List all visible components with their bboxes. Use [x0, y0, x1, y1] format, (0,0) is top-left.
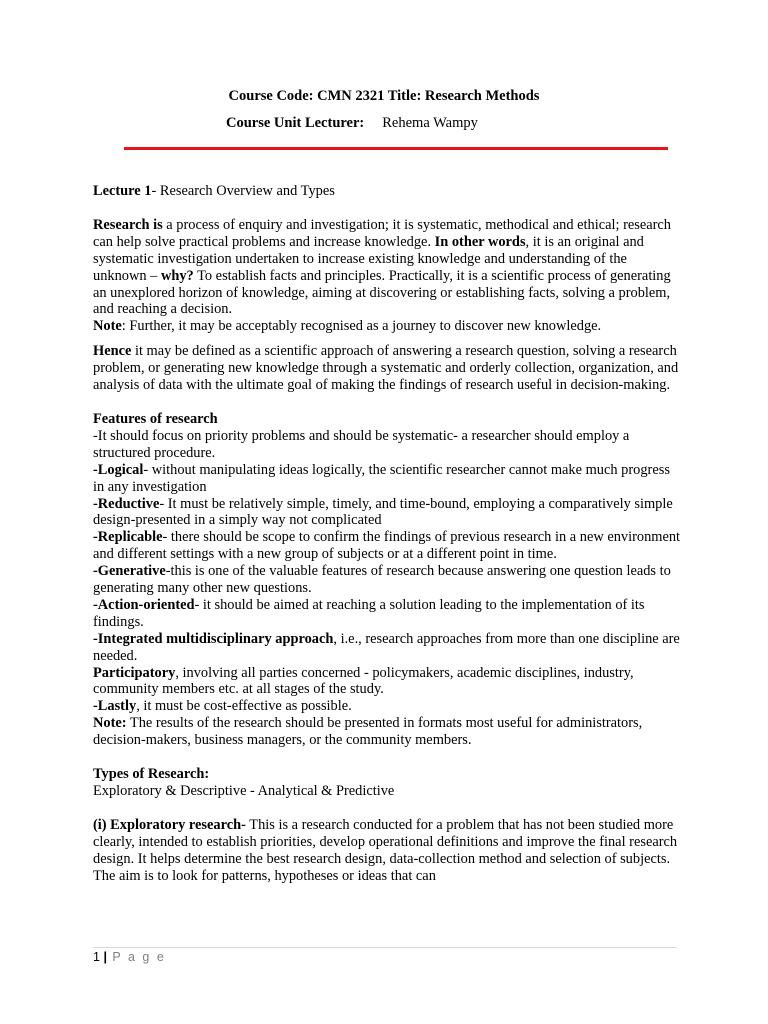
term-research-is: Research is — [93, 216, 163, 233]
feature-reductive — [93, 496, 683, 530]
feature-action-oriented — [93, 597, 683, 631]
feature-text: - without manipulating ideas logically, the scientific researcher cannot make much progress in any investigation — [93, 461, 670, 495]
feature-label: -Replicable — [93, 529, 163, 546]
feature-label: -Lastly — [93, 698, 137, 715]
feature-text: - there should be scope to confirm the findings of previous research in a new environment and different settings with a new group of subjects or at a different point in time. — [93, 529, 681, 563]
feature-text: - it should be aimed at reaching a solution leading to the implementation of its findings. — [93, 596, 645, 630]
feature-label: Participatory — [93, 664, 176, 681]
note-text: : Further, it may be acceptably recognised as a journey to discover new knowledge. — [121, 318, 602, 335]
definition-text-a: a process of enquiry and investigation; it is systematic, methodical and ethical; research can help solve practical problems and increase knowledge. — [93, 216, 671, 250]
page-label: P a g e — [112, 950, 166, 964]
definition-text-b: , it is an original and systematic investigation undertaken to increase existing knowledge and understanding of the unknown – — [93, 233, 644, 284]
note-text: The results of the research should be presented in formats most useful for administrators, decision-makers, business managers, or the community members. — [93, 715, 643, 749]
exploratory-text: This is a research conducted for a problem that has not been studied more clearly, intended to establish priorities, develop operational definitions and improve the final research design. It helps determine the best research design, data-collection method and selection of subjects. The aim is to look for patterns, hypotheses or ideas that can — [93, 816, 678, 884]
feature-label: -Integrated multidisciplinary approach — [93, 630, 334, 647]
hence-label: Hence — [93, 343, 132, 360]
types-heading-text: Types of Research: — [93, 766, 210, 783]
exploratory-label: (i) Exploratory research- — [93, 816, 246, 833]
feature-priority: -It should focus on priority problems and should be systematic- a researcher should employ a structured procedure. — [93, 427, 630, 461]
document-body — [93, 183, 683, 885]
intro-note — [93, 318, 683, 335]
feature-replicable — [93, 529, 683, 563]
note-label: Note: — [93, 715, 127, 732]
features-note — [93, 715, 683, 749]
feature-integrated — [93, 631, 683, 665]
lecture-heading — [93, 183, 683, 200]
course-code-title: Course Code: CMN 2321 Title: Research Methods — [228, 88, 540, 104]
lecturer-name: Rehema Wampy — [382, 115, 478, 131]
features-heading — [93, 411, 683, 428]
feature-text: , i.e., research approaches from more than one discipline are needed. — [93, 630, 680, 664]
page-footer — [93, 947, 677, 964]
research-definition-paragraph — [93, 217, 683, 318]
feature-text: -this is one of the valuable features of research because answering one question leads to generating many other new questions. — [93, 563, 671, 597]
term-why: why? — [160, 267, 194, 284]
header-divider — [124, 147, 668, 150]
feature-label: -Reductive — [93, 495, 160, 512]
feature-label: -Logical — [93, 461, 144, 478]
feature-lastly — [93, 698, 683, 715]
feature-text: , it must be cost-effective as possible. — [136, 698, 352, 715]
feature-text: - It must be relatively simple, timely, and time-bound, employing a comparatively simple design-presented in a simply way not complicated — [93, 495, 673, 529]
feature-generative — [93, 563, 683, 597]
hence-paragraph — [93, 343, 683, 394]
exploratory-research-paragraph — [93, 817, 683, 885]
page-number: 1 — [93, 950, 100, 964]
feature-label: -Generative — [93, 563, 166, 580]
note-label: Note — [93, 318, 122, 335]
lecture-subtitle: - Research Overview and Types — [151, 183, 335, 199]
feature-logical — [93, 462, 683, 496]
term-in-other-words: In other words — [434, 233, 526, 250]
lecture-title: Lecture 1 — [93, 183, 152, 199]
definition-text-c: To establish facts and principles. Practically, it is a scientific process of generating an unexplored horizon of knowledge, aiming at discovering or establishing facts, solving a problem, and reaching a decision. — [93, 267, 671, 318]
types-heading — [93, 766, 683, 783]
feature-participatory — [93, 665, 683, 699]
hence-text: it may be defined as a scientific approach of answering a research question, solving a research problem, or generating new knowledge through a systematic and orderly collection, organization, and analysis of data with the ultimate goal of making the findings of research useful in decision-making. — [93, 343, 679, 394]
lecturer-label: Course Unit Lecturer: — [226, 115, 365, 131]
feature-text: , involving all parties concerned - policymakers, academic disciplines, industry, community members etc. at all stages of the study. — [93, 664, 634, 698]
feature-label: -Action-oriented — [93, 596, 195, 613]
types-subheading: Exploratory & Descriptive - Analytical & Predictive — [93, 783, 395, 799]
lecturer-line — [226, 115, 478, 132]
features-heading-text: Features of research — [93, 410, 218, 427]
footer-separator: | — [103, 950, 107, 964]
